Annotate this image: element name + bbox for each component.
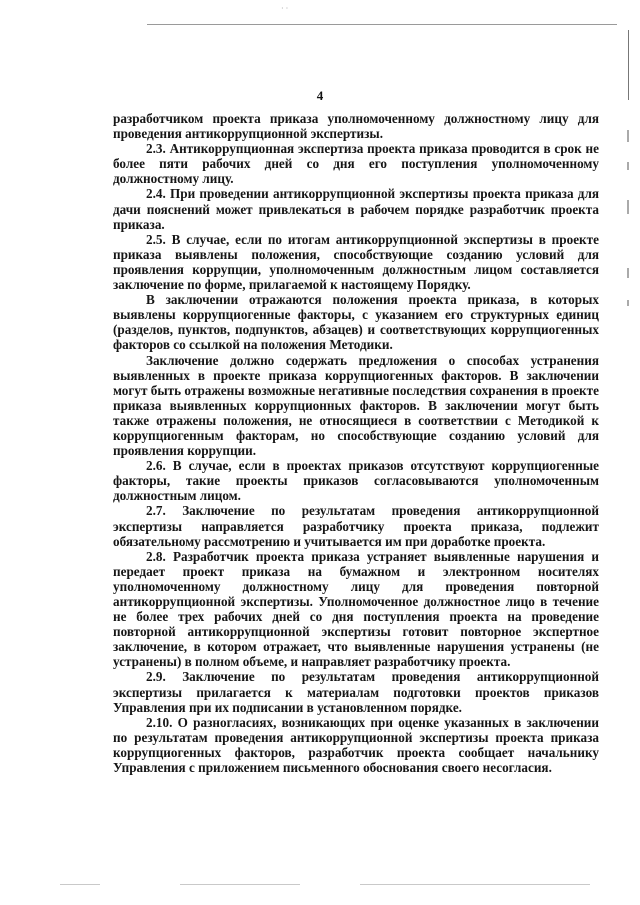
paragraph-conclusion-contents: В заключении отражаются положения проекта приказа, в которых выявлены коррупциогенные факторы, с указанием его структурных единиц (разделов, пунктов, подпунктов, абзацев) и соответствующих коррупциогенных факторов со ссылкой на положения Методики. xyxy=(113,292,599,353)
paragraph-2-3: 2.3. Антикоррупционная экспертиза проекта приказа проводится в срок не более пяти рабочих дней со дня его поступления уполномоченному должностному лицу. xyxy=(113,141,599,187)
paragraph-2-9: 2.9. Заключение по результатам проведения антикоррупционной экспертизы прилагается к материалам подготовки проектов приказов Управления при их подписании в установленном порядке. xyxy=(113,669,599,715)
top-rule xyxy=(147,24,617,25)
bottom-scan-edge-left xyxy=(60,884,100,885)
scan-artifact-mark: ·· xyxy=(281,4,291,13)
paragraph-2-6: 2.6. В случае, если в проектах приказов отсутствуют коррупциогенные факторы, такие проекты приказов согласовываются уполномоченным должностным лицом. xyxy=(113,458,599,504)
paragraph-continuation: разработчиком проекта приказа уполномоченному должностному лицу для проведения антикоррупционной экспертизы. xyxy=(113,111,599,142)
paragraph-2-5: 2.5. В случае, если по итогам антикоррупционной экспертизы в проекте приказа выявлены положения, способствующие созданию условий для проявления коррупции, уполномоченным должностным лицом составляется заключение по форме, прилагаемой к настоящему Порядку. xyxy=(113,231,599,293)
paragraph-2-8: 2.8. Разработчик проекта приказа устраняет выявленные нарушения и передает проект приказа на бумажном и электронном носителях уполномоченному должностному лицу для проведения повторной антикоррупционной экспертизы. Уполномоченное должностное лицо в течение не более трех рабочих дней со дня поступления проекта на проведение повторной антикоррупционной экспертизы готовит повторное экспертное заключение, в котором отражает, что выявленные нарушения устранены (не устранены) в полном объеме, и направляет разработчику проекта. xyxy=(113,548,599,670)
document-body xyxy=(113,111,599,775)
bottom-scan-edge-middle xyxy=(180,884,300,885)
paragraph-2-7: 2.7. Заключение по результатам проведения антикоррупционной экспертизы направляется разработчику проекта приказа, подлежит обязательному рассмотрению и учитывается им при доработке проекта. xyxy=(113,503,599,549)
paragraph-2-4: 2.4. При проведении антикоррупционной экспертизы проекта приказа для дачи пояснений может привлекаться в рабочем порядке разработчик проекта приказа. xyxy=(113,186,599,232)
bottom-scan-edge-right xyxy=(360,884,590,885)
paragraph-conclusion-proposals: Заключение должно содержать предложения о способах устранения выявленных в проекте приказа коррупциогенных факторов. В заключении могут быть отражены возможные негативные последствия сохранения в проекте приказа выявленных коррупционных факторов. В заключении могут быть также отражены положения, не относящиеся в соответствии с Методикой к коррупциогенным факторам, но способствующие созданию условий для проявления коррупции. xyxy=(113,352,599,459)
page-number: 4 xyxy=(316,88,324,103)
paragraph-2-10: 2.10. О разногласиях, возникающих при оценке указанных в заключении по результатам проведения антикоррупционной экспертизы проекта приказа коррупциогенных факторов, разработчик проекта сообщает начальнику Управления с приложением письменного обоснования своего несогласия. xyxy=(113,714,599,776)
